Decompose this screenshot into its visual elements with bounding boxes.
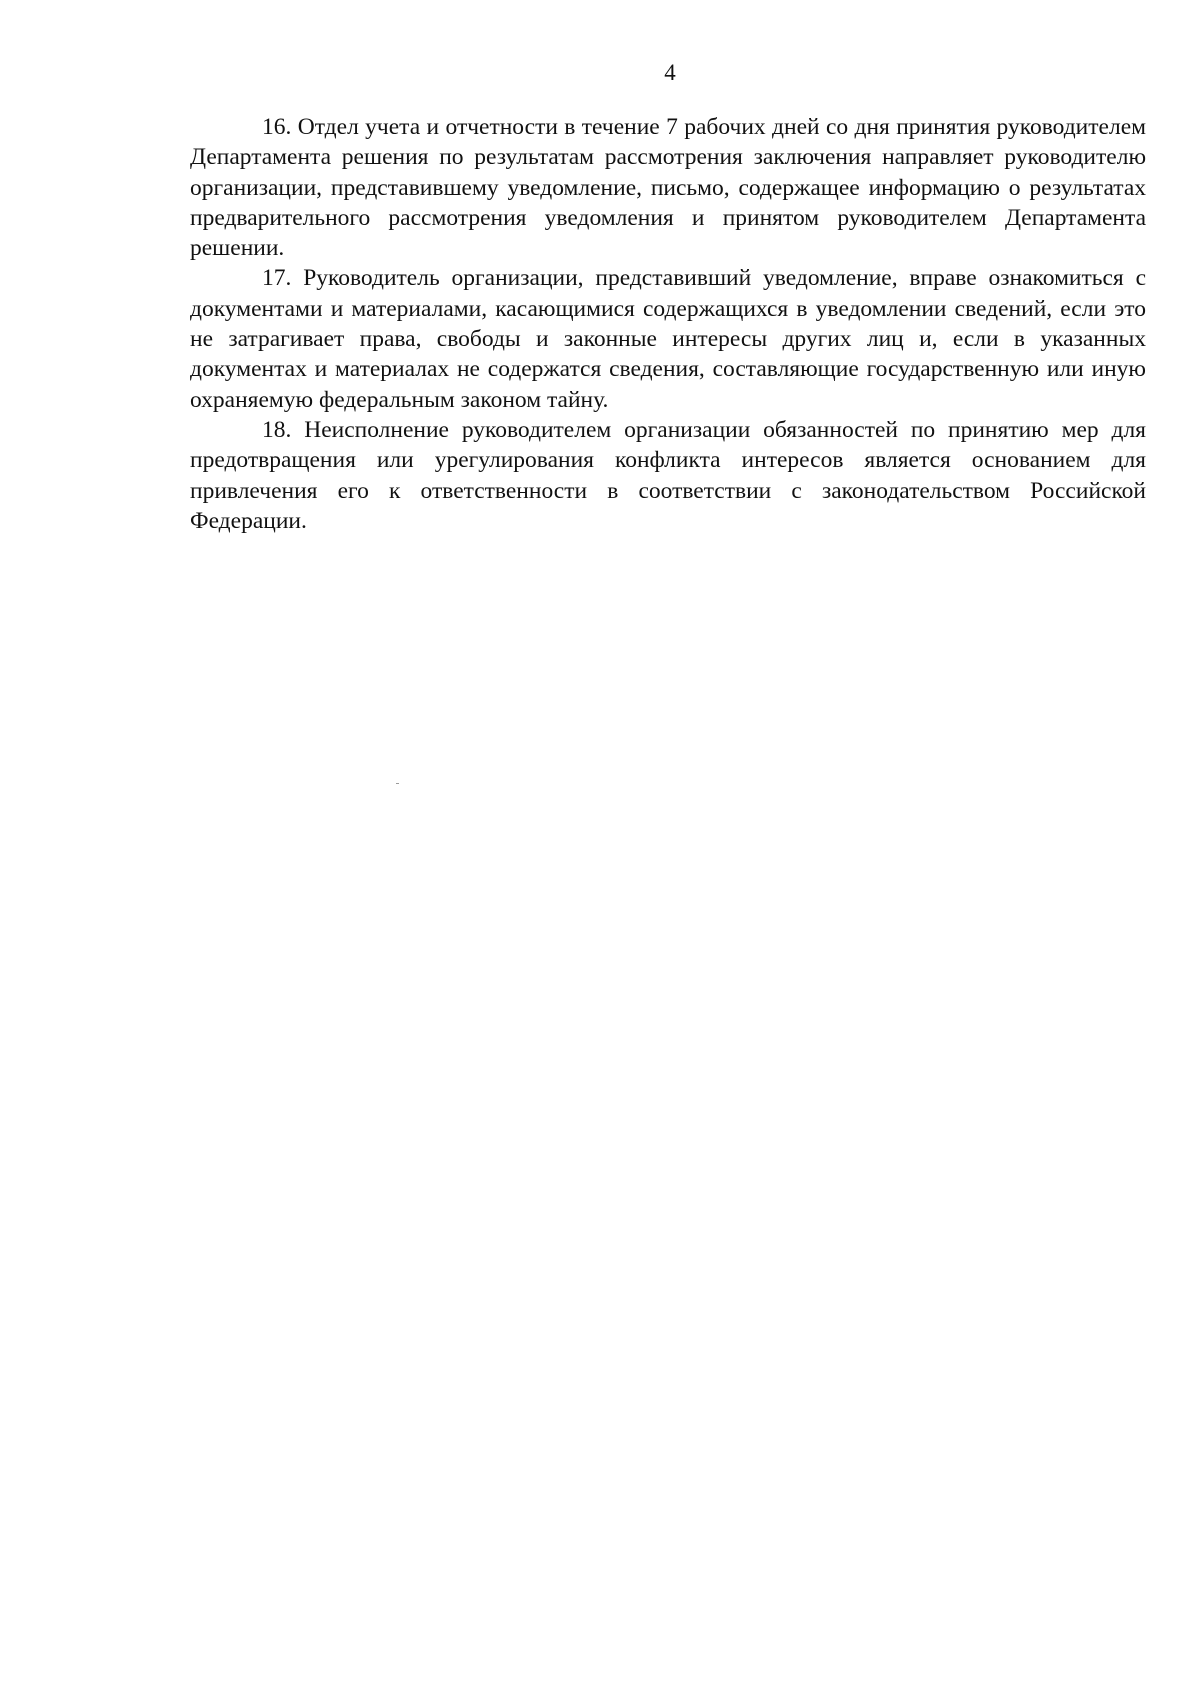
paragraph-17: 17. Руководитель организации, представивший уведомление, вправе ознакомиться с документами и материалами, касающимися содержащихся в уведомлении сведений, если это не затрагивает права, свободы и законные интересы других лиц и, если в указанных документах и материалах не содержатся сведения, составляющие государственную или иную охраняемую федеральным законом тайну. [190, 265, 1146, 413]
document-body [190, 112, 1146, 536]
paragraph-18: 18. Неисполнение руководителем организации обязанностей по принятию мер для предотвращения или урегулирования конфликта интересов является основанием для привлечения его к ответственности в соответствии с законодательством Российской Федерации. [190, 416, 1146, 534]
page-number: 4 [664, 60, 676, 85]
paragraph-16: 16. Отдел учета и отчетности в течение 7 рабочих дней со дня принятия руководителем Департамента решения по результатам рассмотрения заключения направляет руководителю организации, представившему уведомление, письмо, содержащее информацию о результатах предварительного рассмотрения уведомления и принятом руководителем Департамента решении. [190, 114, 1146, 262]
scan-speck [396, 783, 399, 784]
